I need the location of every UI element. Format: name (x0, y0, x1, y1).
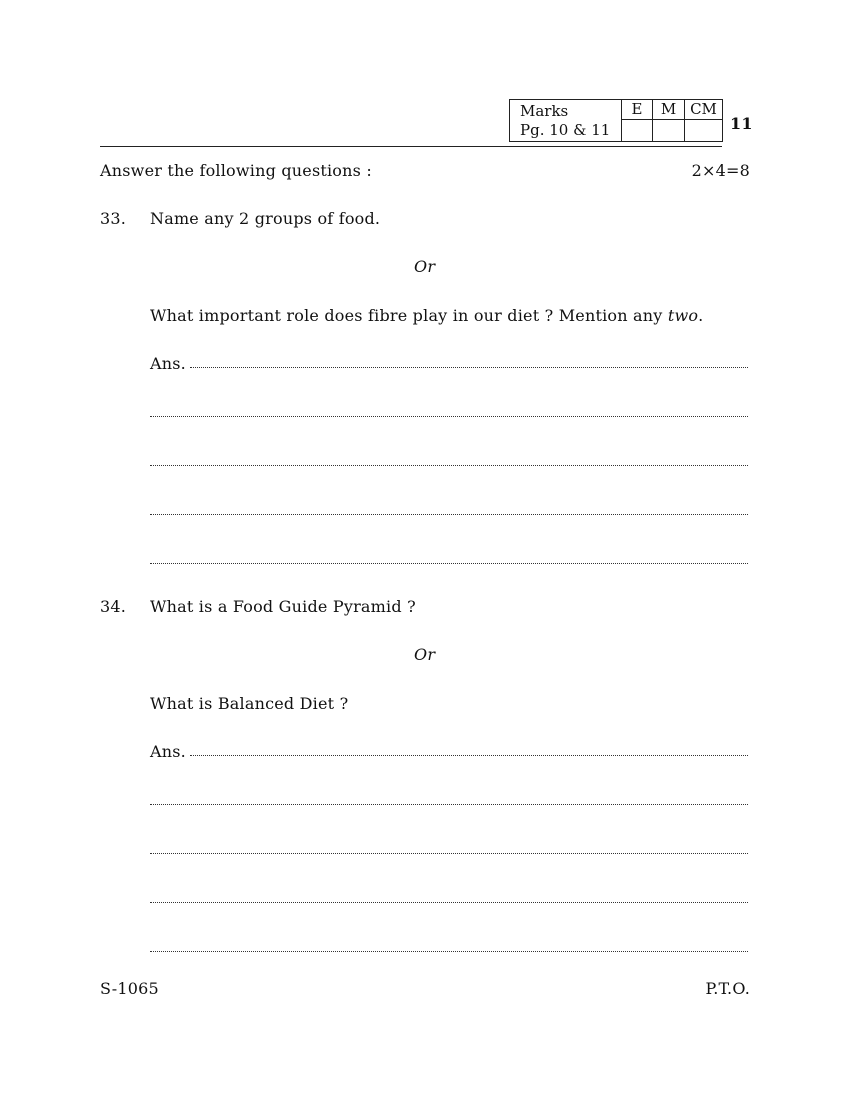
answer-line-34-2[interactable] (150, 804, 748, 805)
question-number-34: 34. (100, 597, 127, 616)
answer-line-33-3[interactable] (150, 465, 748, 466)
answer-line-33-1[interactable] (190, 367, 748, 368)
answer-line-33-2[interactable] (150, 416, 748, 417)
answer-line-34-4[interactable] (150, 902, 748, 903)
paper-code: S-1065 (100, 979, 159, 998)
marks-col-cm (684, 100, 722, 141)
question-33-or: Or (414, 257, 436, 276)
marks-col-cm-header: CM (690, 100, 717, 118)
answer-line-34-1[interactable] (190, 755, 748, 756)
marks-scheme: 2×4=8 (691, 161, 750, 180)
marks-col-m-header: M (660, 100, 677, 118)
page-number: 11 (730, 114, 753, 133)
answer-line-33-5[interactable] (150, 563, 748, 564)
marks-label: Marks (520, 102, 569, 120)
question-33-alt-end: . (698, 306, 704, 325)
header-rule (100, 146, 722, 147)
question-33-alt-emphasis: two (667, 306, 699, 325)
question-34-or: Or (414, 645, 436, 664)
marks-table (509, 99, 723, 142)
marks-col-e-header: E (631, 100, 643, 118)
marks-pages: Pg. 10 & 11 (520, 121, 611, 139)
pto-label: P.T.O. (705, 979, 750, 998)
question-33-text: Name any 2 groups of food. (150, 209, 381, 228)
marks-col-e (621, 100, 652, 141)
answer-line-34-5[interactable] (150, 951, 748, 952)
question-34-alt-text: What is Balanced Diet ? (150, 694, 349, 713)
question-33-alt-main: What important role does fibre play in our diet ? Mention any (150, 306, 663, 325)
question-number-33: 33. (100, 209, 127, 228)
answer-label-33: Ans. (150, 354, 186, 373)
instruction: Answer the following questions : (100, 161, 372, 180)
answer-line-33-4[interactable] (150, 514, 748, 515)
marks-col-m (652, 100, 684, 141)
question-34-text: What is a Food Guide Pyramid ? (150, 597, 416, 616)
answer-line-34-3[interactable] (150, 853, 748, 854)
question-33-alt-text (150, 306, 703, 326)
answer-label-34: Ans. (150, 742, 186, 761)
